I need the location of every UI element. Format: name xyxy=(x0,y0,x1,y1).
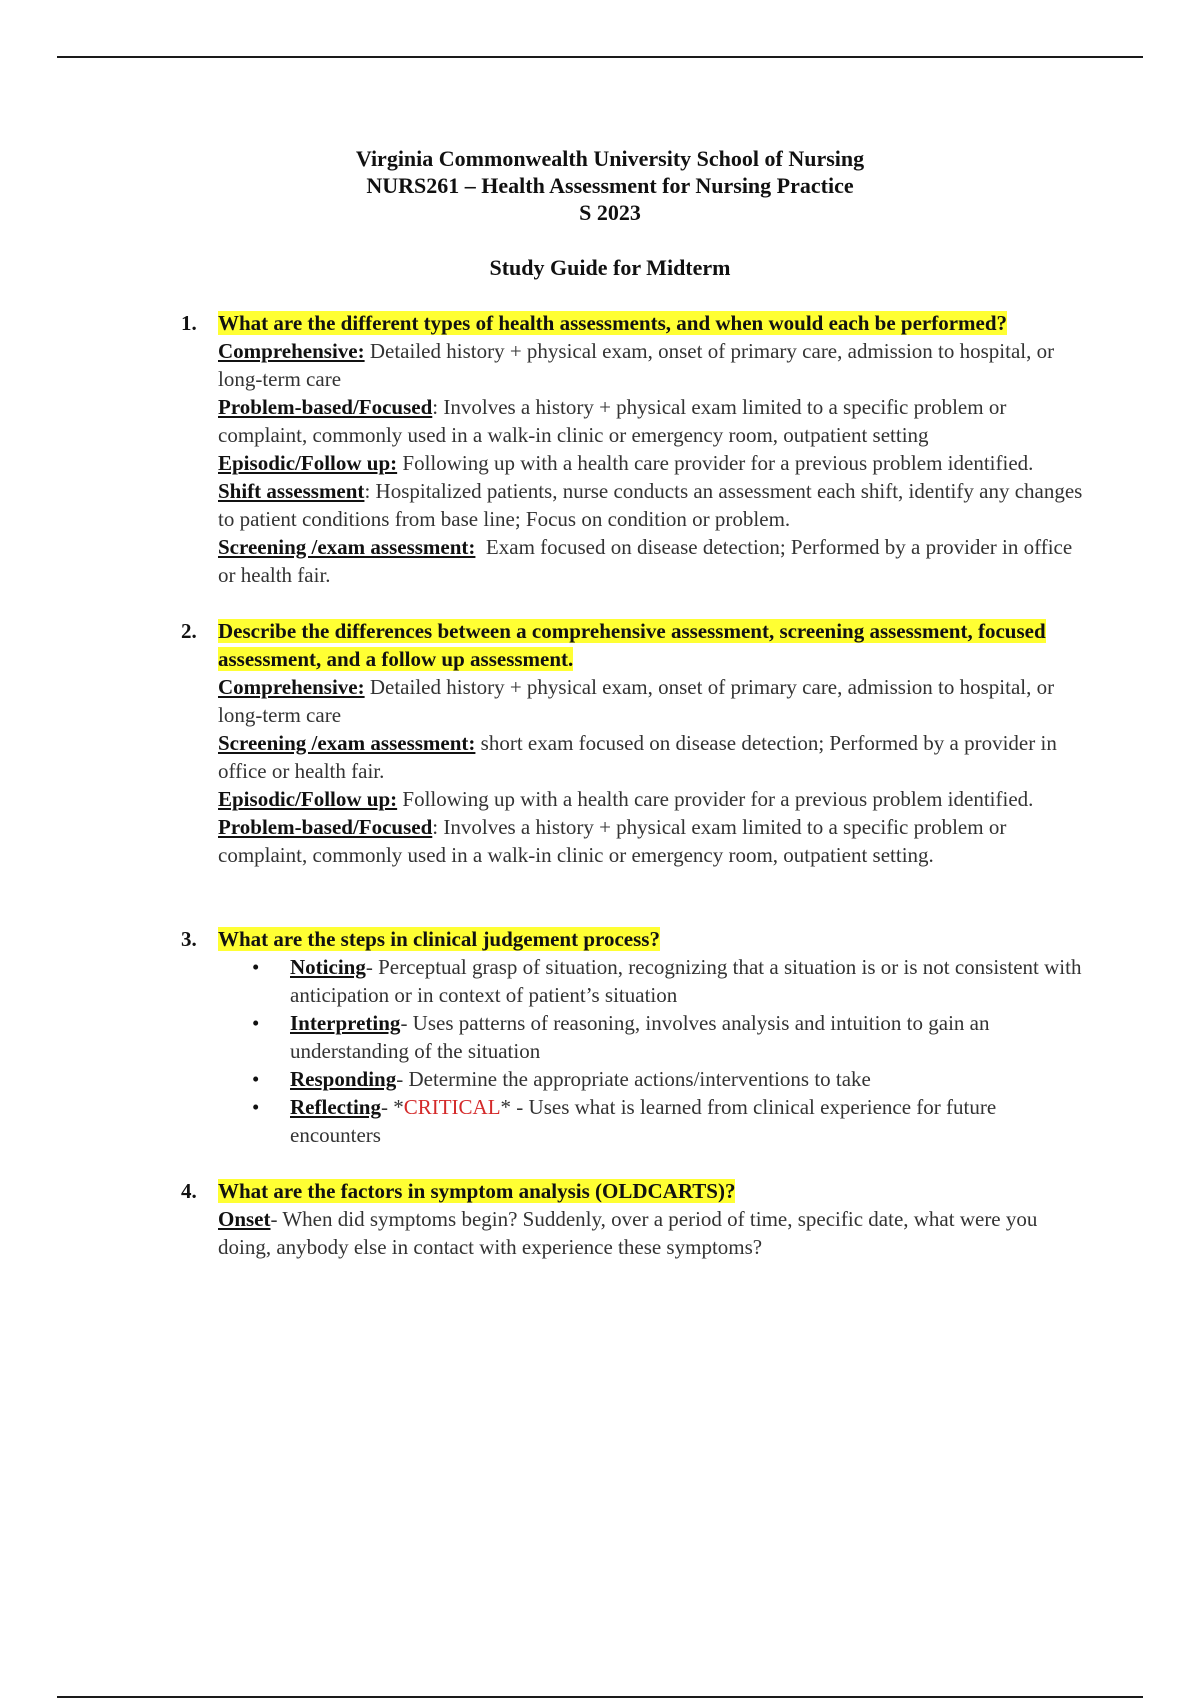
step-text-prefix: - * xyxy=(380,1095,404,1119)
question-number: 2. xyxy=(181,619,197,643)
question-1 xyxy=(181,309,1090,589)
answer-item xyxy=(218,1205,1090,1261)
step-text: * - Uses what is learned from clinical experience for future encounters xyxy=(290,1095,997,1147)
highlighted-question: What are the steps in clinical judgement process? xyxy=(218,927,660,951)
question-title xyxy=(218,617,1090,673)
question-title xyxy=(218,925,1090,953)
bullet-icon: • xyxy=(252,955,260,979)
document-page xyxy=(0,145,1200,1261)
header-term: S 2023 xyxy=(579,200,641,225)
bullet-icon: • xyxy=(252,1011,260,1035)
question-number: 3. xyxy=(181,927,197,951)
bullet-icon: • xyxy=(252,1095,260,1119)
question-number: 4. xyxy=(181,1179,197,1203)
question-title xyxy=(218,1177,1090,1205)
answer-term: Episodic/Follow up: xyxy=(218,451,398,475)
answer-term: Episodic/Follow up: xyxy=(218,787,398,811)
question-4 xyxy=(181,1177,1090,1261)
answer-term: Shift assessment xyxy=(218,479,365,503)
answer-item xyxy=(218,785,1090,813)
answer-term: Onset xyxy=(218,1207,271,1231)
question-3 xyxy=(181,925,1090,1149)
answer-item xyxy=(218,393,1090,449)
bullet-icon: • xyxy=(252,1067,260,1091)
document-title: Study Guide for Midterm xyxy=(489,255,731,280)
header-university: Virginia Commonwealth University School of Nursing xyxy=(355,146,865,171)
list-item xyxy=(218,953,1090,1009)
step-term: Noticing xyxy=(290,955,366,979)
header-course: NURS261 – Health Assessment for Nursing Practice xyxy=(366,173,854,198)
list-item xyxy=(218,1009,1090,1065)
answer-text: : Hospitalized patients, nurse conducts an assessment each shift, identify any changes to patient conditions from base line; Focus on condition or problem. xyxy=(218,479,1083,531)
answer-item xyxy=(218,533,1090,589)
steps-list xyxy=(218,953,1090,1149)
answer-text: : Involves a history + physical exam limited to a specific problem or complaint, commonly used in a walk-in clinic or emergency room, outpatient setting xyxy=(218,395,1007,447)
step-term: Responding xyxy=(290,1067,397,1091)
step-text: - Perceptual grasp of situation, recognizing that a situation is or is not consistent with anticipation or in context of patient’s situation xyxy=(290,955,1082,1007)
answer-item xyxy=(218,673,1090,729)
answer-item xyxy=(218,813,1090,869)
answer-term: Comprehensive: xyxy=(218,675,365,699)
answer-text: short exam focused on disease detection; Performed by a provider in office or health fair. xyxy=(218,731,1057,783)
highlighted-question: What are the factors in symptom analysis (OLDCARTS)? xyxy=(218,1179,736,1203)
answer-text: Following up with a health care provider for a previous problem identified. xyxy=(397,451,1034,475)
answer-item xyxy=(218,337,1090,393)
bottom-rule xyxy=(57,1696,1143,1698)
step-term: Interpreting xyxy=(290,1011,401,1035)
answer-term: Comprehensive: xyxy=(218,339,365,363)
step-text: - Uses patterns of reasoning, involves analysis and intuition to gain an understanding of the situation xyxy=(290,1011,990,1063)
answer-text: Detailed history + physical exam, onset of primary care, admission to hospital, or long-term care xyxy=(218,339,1055,391)
answer-text: Following up with a health care provider for a previous problem identified. xyxy=(397,787,1034,811)
step-text: - Determine the appropriate actions/interventions to take xyxy=(396,1067,871,1091)
answer-term: Screening /exam assessment: xyxy=(218,535,476,559)
question-number: 1. xyxy=(181,311,197,335)
list-item xyxy=(218,1065,1090,1093)
answer-term: Problem-based/Focused xyxy=(218,815,433,839)
step-term: Reflecting xyxy=(290,1095,381,1119)
answer-item xyxy=(218,729,1090,785)
question-title xyxy=(218,309,1090,337)
answer-text: Detailed history + physical exam, onset of primary care, admission to hospital, or long-term care xyxy=(218,675,1055,727)
answer-text: Exam focused on disease detection; Performed by a provider in office or health fair. xyxy=(218,535,1078,587)
answer-text: : Involves a history + physical exam limited to a specific problem or complaint, commonly used in a walk-in clinic or emergency room, outpatient setting. xyxy=(218,815,1007,867)
highlighted-question: What are the different types of health assessments, and when would each be performed? xyxy=(218,311,1008,335)
answer-item xyxy=(218,477,1090,533)
critical-label: CRITICAL xyxy=(403,1095,501,1119)
list-item xyxy=(218,1093,1090,1149)
answer-term: Screening /exam assessment: xyxy=(218,731,476,755)
highlighted-question: Describe the differences between a comprehensive assessment, screening assessment, focused assessment, and a follow up assessment. xyxy=(218,619,1046,671)
answer-term: Problem-based/Focused xyxy=(218,395,433,419)
answer-text: - When did symptoms begin? Suddenly, over a period of time, specific date, what were you doing, anybody else in contact with experience these symptoms? xyxy=(218,1207,1038,1259)
answer-item xyxy=(218,449,1090,477)
document-header xyxy=(20,145,1200,226)
question-2 xyxy=(181,617,1090,869)
top-rule xyxy=(57,56,1143,58)
